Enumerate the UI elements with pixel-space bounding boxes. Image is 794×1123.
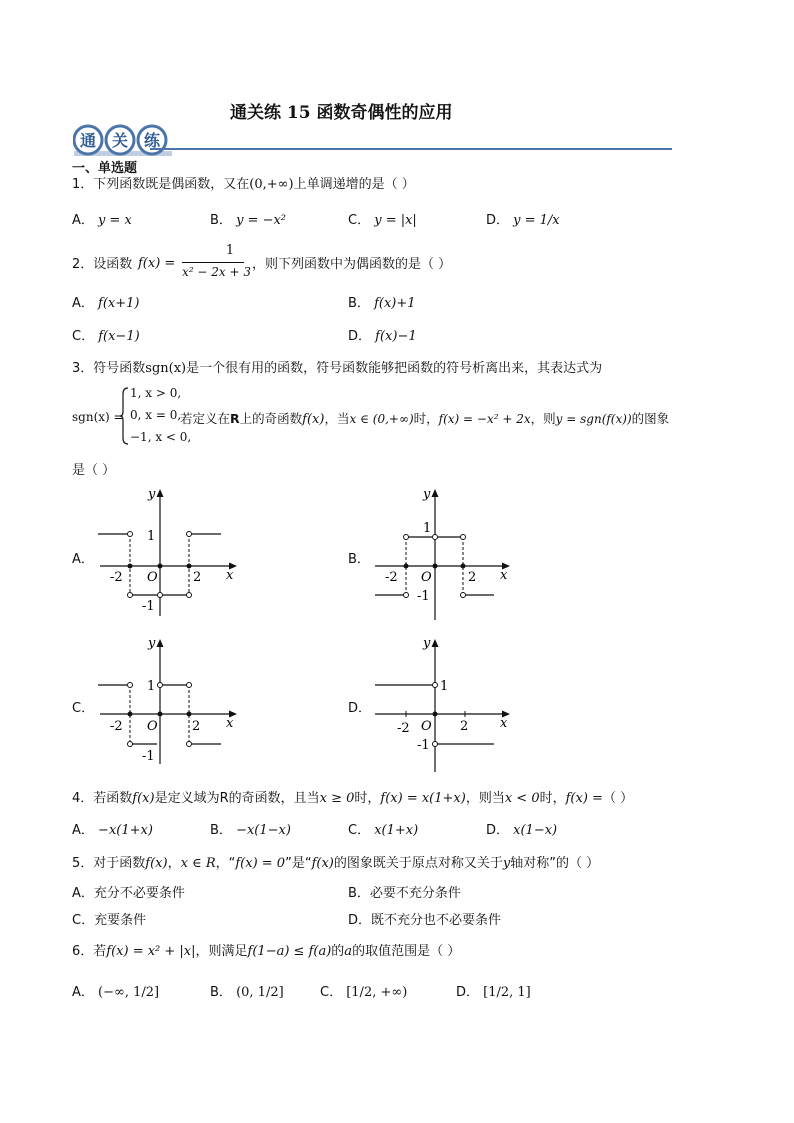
q3-case-1: 1, x > 0, [130, 386, 182, 400]
q2-option-d[interactable]: D． f(x)−1 [348, 329, 417, 344]
q1-option-c[interactable]: C． y = |x| [348, 213, 417, 228]
svg-text:O: O [147, 719, 158, 734]
section-heading: 一、单选题 [72, 161, 138, 176]
q1-option-d[interactable]: D． y = 1/x [486, 213, 560, 228]
svg-text:1: 1 [147, 529, 156, 544]
svg-text:2: 2 [468, 570, 477, 585]
svg-text:y: y [148, 636, 156, 651]
q3-option-b[interactable]: B． [348, 552, 370, 567]
svg-text:y: y [148, 487, 156, 502]
svg-text:1: 1 [147, 679, 156, 694]
q3-graph-c [95, 634, 245, 774]
q4-option-b[interactable]: B． −x(1−x) [210, 823, 291, 838]
q3-graph-b [372, 484, 522, 624]
q2-fraction-denominator: x² − 2x + 3 [182, 265, 251, 279]
svg-text:2: 2 [193, 570, 202, 585]
q2-option-a[interactable]: A． f(x+1) [72, 296, 140, 311]
q3-graph-d [372, 634, 522, 774]
q3-condition: 若定义在R上的奇函数f(x)，当x ∈ (0,+∞)时，f(x) = −x² + 2x，则y = sgn(f(x))的图象 [180, 411, 670, 427]
logo-char-3: 练 [143, 131, 161, 150]
page-title: 通关练 15 函数奇偶性的应用 [230, 103, 453, 123]
svg-text:2: 2 [192, 719, 201, 734]
svg-text:-1: -1 [142, 599, 155, 614]
q4-option-a[interactable]: A． −x(1+x) [72, 823, 153, 838]
svg-text:-2: -2 [385, 570, 398, 585]
logo-char-2: 关 [111, 131, 129, 150]
q3-stem-tail: 是（ ） [72, 463, 116, 478]
q3-option-c[interactable]: C． [72, 701, 95, 716]
q5-option-c[interactable]: C．充要条件 [72, 913, 147, 928]
svg-text:y: y [423, 487, 431, 502]
svg-text:1: 1 [440, 679, 449, 694]
logo-char-1: 通 [79, 131, 97, 150]
q3-case-2: 0, x = 0, [130, 408, 182, 422]
q6-option-d[interactable]: D． [1/2, 1] [456, 985, 531, 1000]
svg-text:O: O [421, 570, 432, 585]
q1-option-a[interactable]: A． y = x [72, 213, 132, 228]
svg-text:x: x [226, 716, 234, 731]
q2-function-name: f(x) = [138, 256, 176, 271]
svg-text:x: x [226, 568, 234, 583]
q2-fraction-numerator: 1 [225, 243, 235, 258]
svg-text:2: 2 [460, 719, 469, 734]
q6-option-b[interactable]: B． (0, 1/2] [210, 985, 284, 1000]
q5-option-a[interactable]: A．充分不必要条件 [72, 886, 185, 901]
svg-text:O: O [421, 719, 432, 734]
q3-option-d[interactable]: D． [348, 701, 372, 716]
header-rule [150, 148, 672, 150]
q6-option-c[interactable]: C． [1/2, +∞) [320, 985, 408, 1000]
q5-stem: 5．对于函数f(x)，x ∈ R，“f(x) = 0”是“f(x)的图象既关于原点对称又关于y轴对称”的（ ） [72, 856, 600, 871]
svg-text:-1: -1 [142, 749, 155, 764]
q3-option-a[interactable]: A． [72, 552, 94, 567]
q3-graph-a [95, 484, 245, 624]
svg-text:x: x [500, 716, 508, 731]
svg-text:-2: -2 [110, 719, 123, 734]
q4-option-c[interactable]: C． x(1+x) [348, 823, 419, 838]
q3-case-3: −1, x < 0, [130, 430, 192, 444]
q4-option-d[interactable]: D． x(1−x) [486, 823, 558, 838]
q5-option-d[interactable]: D．既不充分也不必要条件 [348, 913, 502, 928]
q2-stem-end: ，则下列函数中为偶函数的是（ ） [252, 257, 452, 272]
svg-text:-2: -2 [397, 721, 410, 736]
svg-text:1: 1 [423, 521, 432, 536]
q2-stem-start: 2．设函数 [72, 257, 133, 272]
q2-option-b[interactable]: B． f(x)+1 [348, 296, 416, 311]
q5-option-b[interactable]: B．必要不充分条件 [348, 886, 461, 901]
logo [73, 124, 173, 158]
q3-sgn-lhs: sgn(x) = [72, 410, 124, 424]
svg-text:-2: -2 [110, 570, 123, 585]
svg-text:x: x [500, 568, 508, 583]
q6-option-a[interactable]: A． (−∞, 1/2] [72, 985, 160, 1000]
q1-stem: 1．下列函数既是偶函数，又在(0,+∞)上单调递增的是（ ） [72, 177, 415, 192]
q4-stem: 4．若函数f(x)是定义域为R的奇函数，且当x ≥ 0时，f(x) = x(1+x)，则当x < 0时，f(x) =（ ） [72, 791, 634, 806]
svg-text:y: y [423, 636, 431, 651]
svg-text:O: O [147, 570, 158, 585]
q1-option-b[interactable]: B． y = −x² [210, 213, 286, 228]
svg-text:-1: -1 [417, 738, 430, 753]
q3-cases-brace [120, 386, 130, 446]
q2-fraction-bar [182, 262, 244, 263]
q3-stem: 3．符号函数sgn(x)是一个很有用的函数，符号函数能够把函数的符号析离出来，其表达式为 [72, 361, 603, 376]
q2-option-c[interactable]: C． f(x−1) [72, 329, 140, 344]
svg-text:-1: -1 [417, 589, 430, 604]
q6-stem: 6．若f(x) = x² + |x|，则满足f(1−a) ≤ f(a)的a的取值范围是（ ） [72, 944, 461, 959]
